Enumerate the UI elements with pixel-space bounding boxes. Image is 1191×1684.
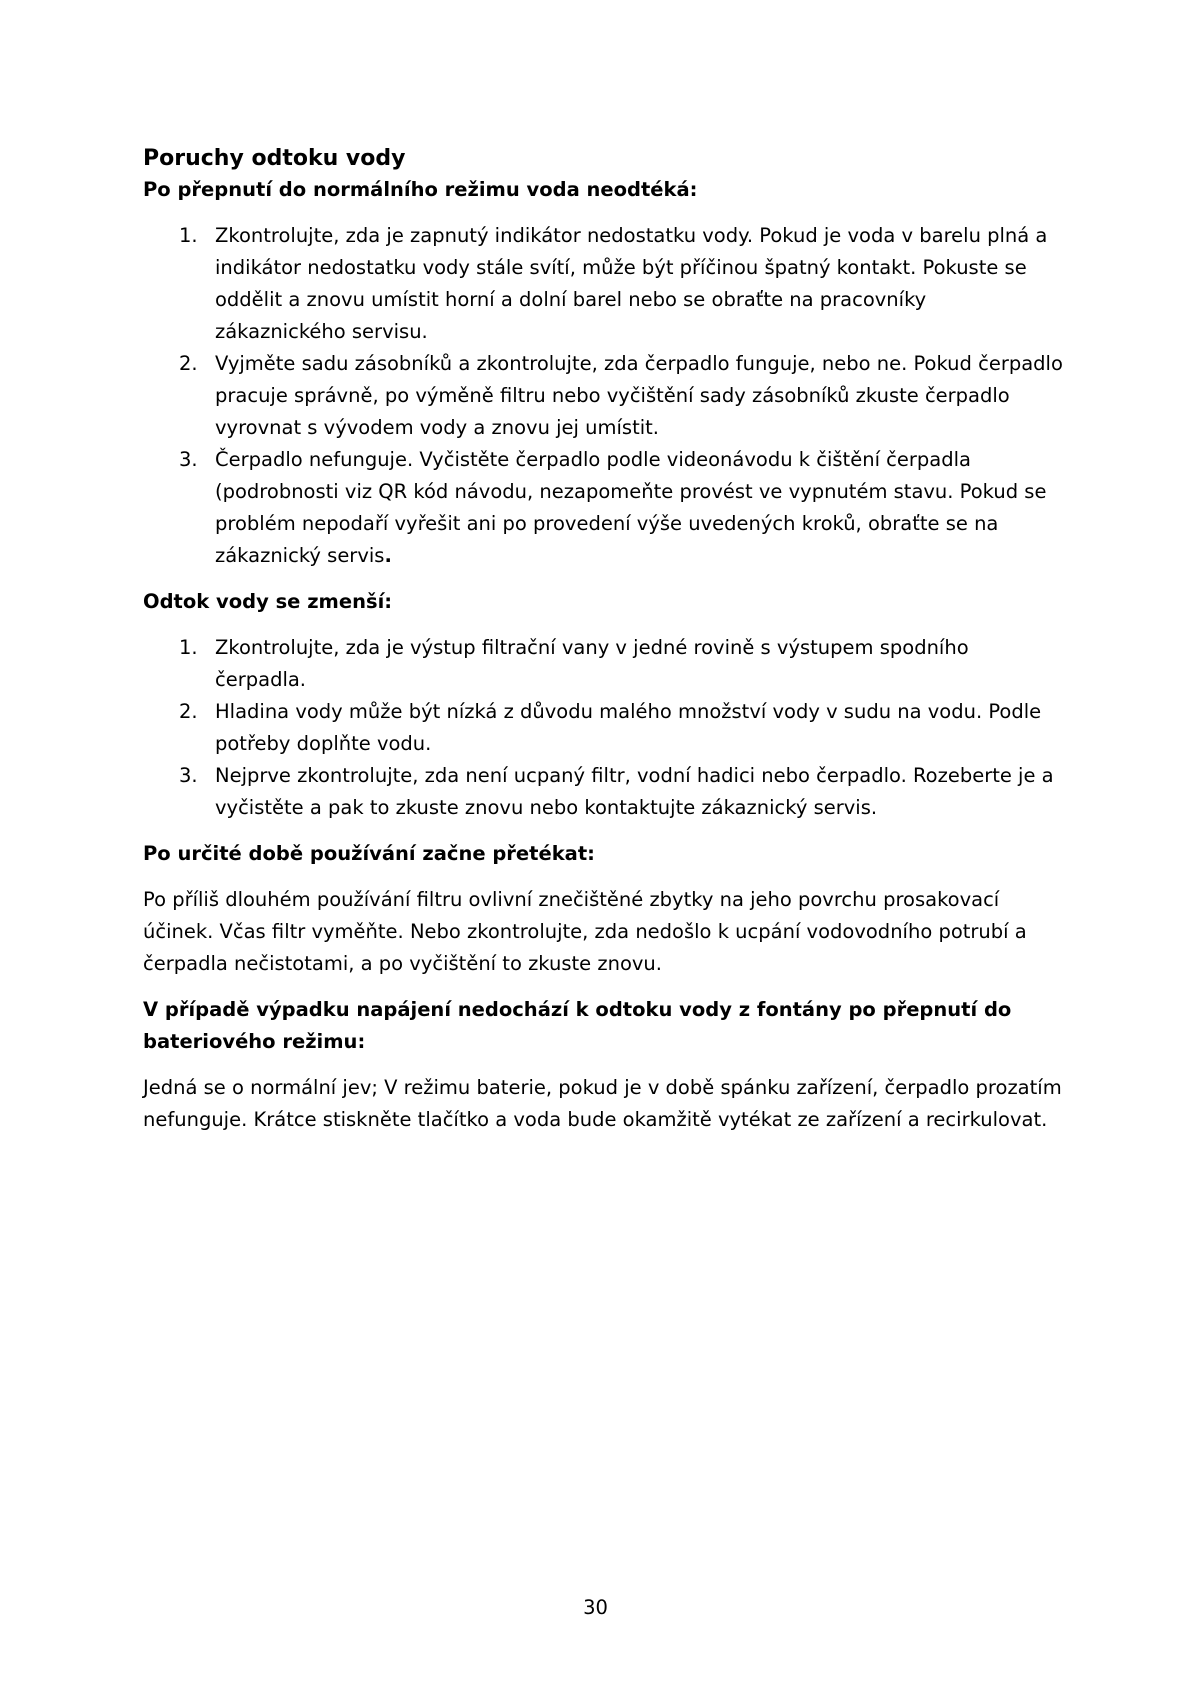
section-heading: Odtok vody se zmenší:	[143, 590, 393, 613]
list-item	[143, 696, 1063, 760]
body-paragraph: Po příliš dlouhém používání filtru ovlivní znečištěné zbytky na jeho povrchu prosakovací účinek. Včas filtr vyměňte. Nebo zkontrolujte, zda nedošlo k ucpání vodovodního potrubí a čerpadla nečistotami, a po vyčištění to zkuste znovu.	[143, 888, 1027, 975]
section-heading: Po určité době používání začne přetékat:	[143, 842, 595, 865]
list-text: Hladina vody může být nízká z důvodu malého množství vody v sudu na vodu. Podle potřeby doplňte vodu.	[215, 700, 1042, 755]
list-number: 3.	[179, 764, 198, 787]
list-item	[143, 632, 1063, 696]
list-item	[143, 444, 1063, 572]
document-page	[143, 144, 1063, 1136]
list-item	[143, 220, 1063, 348]
section-heading: Po přepnutí do normálního režimu voda neodtéká:	[143, 178, 698, 201]
list-number: 2.	[179, 352, 198, 375]
list-text: Zkontrolujte, zda je zapnutý indikátor nedostatku vody. Pokud je voda v barelu plná a indikátor nedostatku vody stále svítí, může být příčinou špatný kontakt. Pokuste se oddělit a znovu umístit horní a dolní barel nebo se obraťte na pracovníky zákaznického servisu.	[215, 224, 1048, 343]
list-text: Čerpadlo nefunguje. Vyčistěte čerpadlo podle videonávodu k čištění čerpadla (podrobnosti viz QR kód návodu, nezapomeňte provést ve vypnutém stavu. Pokud se problém nepodaří vyřešit ani po provedení výše uvedených kroků, obraťte se na zákaznický servis	[215, 448, 1047, 567]
numbered-list	[143, 220, 1063, 572]
list-text: Zkontrolujte, zda je výstup filtrační vany v jedné rovině s výstupem spodního čerpadla.	[215, 636, 969, 691]
numbered-list	[143, 632, 1063, 824]
list-item	[143, 348, 1063, 444]
list-number: 1.	[179, 636, 198, 659]
list-number: 1.	[179, 224, 198, 247]
body-paragraph: Jedná se o normální jev; V režimu baterie, pokud je v době spánku zařízení, čerpadlo prozatím nefunguje. Krátce stiskněte tlačítko a voda bude okamžitě vytékat ze zařízení a recirkulovat.	[143, 1076, 1062, 1131]
page-number: 30	[583, 1596, 608, 1619]
list-number: 2.	[179, 700, 198, 723]
section-heading: V případě výpadku napájení nedochází k odtoku vody z fontány po přepnutí do bateriového režimu:	[143, 998, 1012, 1053]
list-text-bold-period: .	[384, 544, 392, 567]
list-item	[143, 760, 1063, 824]
page-title: Poruchy odtoku vody	[143, 146, 406, 171]
list-number: 3.	[179, 448, 198, 471]
list-text: Nejprve zkontrolujte, zda není ucpaný filtr, vodní hadici nebo čerpadlo. Rozeberte je a vyčistěte a pak to zkuste znovu nebo kontaktujte zákaznický servis.	[215, 764, 1054, 819]
list-text: Vyjměte sadu zásobníků a zkontrolujte, zda čerpadlo funguje, nebo ne. Pokud čerpadlo pracuje správně, po výměně filtru nebo vyčištění sady zásobníků zkuste čerpadlo vyrovnat s vývodem vody a znovu jej umístit.	[215, 352, 1063, 439]
